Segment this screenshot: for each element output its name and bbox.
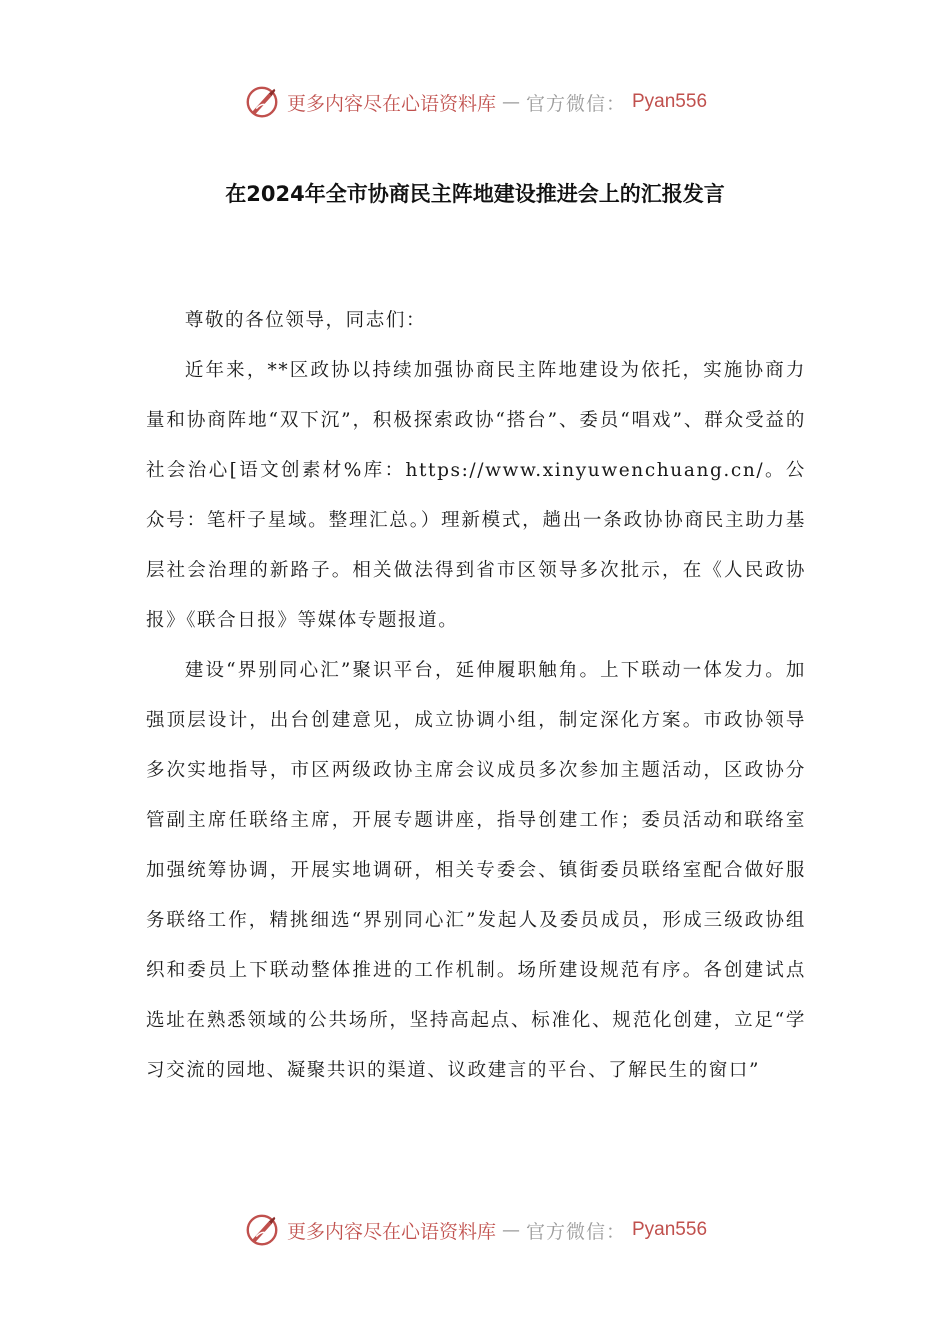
header-watermark-banner <box>0 80 950 124</box>
document-title: 在2024年全市协商民主阵地建设推进会上的汇报发言 <box>225 182 725 206</box>
banner-wechat-id: Pyan556 <box>632 91 708 112</box>
banner-brand-text: 更多内容尽在心语资料库 <box>286 92 496 115</box>
document-body <box>146 296 806 1096</box>
banner-wechat-label: 官方微信： <box>525 1220 626 1243</box>
banner-wechat-label: 官方微信： <box>525 92 626 115</box>
banner-wechat-id: Pyan556 <box>632 1219 708 1240</box>
banner-brand-text: 更多内容尽在心语资料库 <box>286 1220 496 1243</box>
pen-logo-icon <box>243 1211 281 1249</box>
banner-dash: — <box>501 1219 520 1241</box>
banner-dash: — <box>501 91 520 113</box>
salutation: 尊敬的各位领导，同志们： <box>184 310 427 331</box>
pen-logo-icon <box>243 83 281 121</box>
body-paragraph-1: 近年来，**区政协以持续加强协商民主阵地建设为依托，实施协商力量和协商阵地“双下沉”，积极探索政协“搭台”、委员“唱戏”、群众受益的社会治心[语文创素材%库：https://www.xinyuwenchuang.cn/。公众号：笔杆子星域。整理汇总。）理新模式，趟出一条政协协商民主助力基层社会治理的新路子。相关做法得到省市区领导多次批示，在《人民政协报》《联合日报》等媒体专题报道。 <box>146 360 806 631</box>
body-paragraph-2: 建设“界别同心汇”聚识平台，延伸履职触角。上下联动一体发力。加强顶层设计，出台创建意见，成立协调小组，制定深化方案。市政协领导多次实地指导，市区两级政协主席会议成员多次参加主题活动，区政协分管副主席任联络主席，开展专题讲座，指导创建工作；委员活动和联络室加强统筹协调，开展实地调研，相关专委会、镇街委员联络室配合做好服务联络工作，精挑细选“界别同心汇”发起人及委员成员，形成三级政协组织和委员上下联动整体推进的工作机制。场所建设规范有序。各创建试点选址在熟悉领域的公共场所，坚持高起点、标准化、规范化创建，立足“学习交流的园地、凝聚共识的渠道、议政建言的平台、了解民生的窗口” <box>146 660 806 1081</box>
footer-watermark-banner <box>0 1208 950 1252</box>
